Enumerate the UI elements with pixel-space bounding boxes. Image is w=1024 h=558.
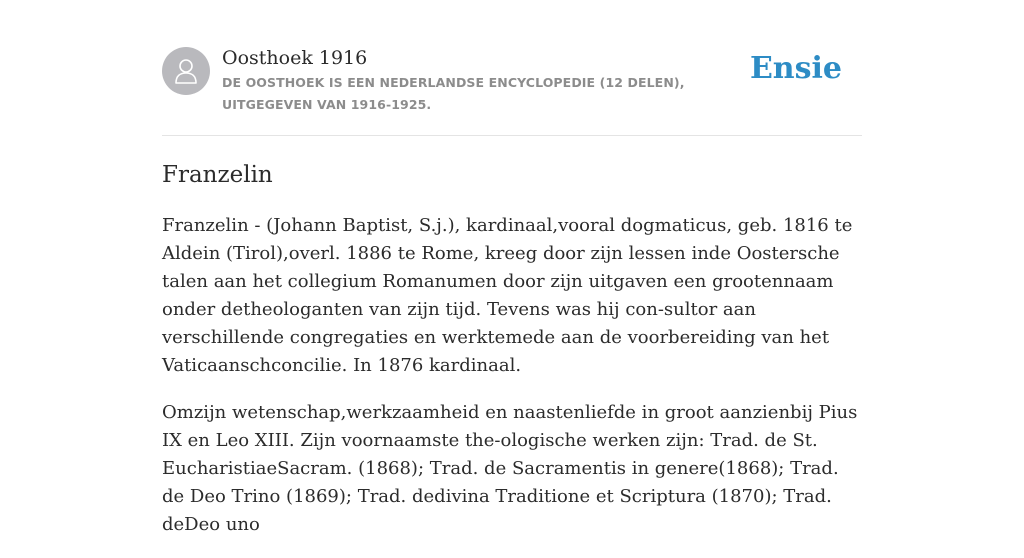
ensie-logo[interactable]: Ensie [749, 51, 842, 86]
divider [162, 135, 862, 136]
source-title[interactable]: Oosthoek 1916 [222, 47, 368, 69]
entry-paragraph: Franzelin - (Johann Baptist, S.j.), kardinaal,vooral dogmaticus, geb. 1816 te Aldein (Tirol),overl. 1886 te Rome, kreeg door zijn lessen inde Oostersche talen aan het collegium Romanumen door zijn uitgaven een grootennaam onder detheologanten van zijn tijd. Tevens was hij con-sultor aan verschillende congregaties en werktemede aan de voorbereiding van het Vaticaanschconcilie. In 1876 kardinaal. [162, 215, 853, 376]
entry-title: Franzelin [162, 162, 273, 188]
entry-body [162, 212, 862, 558]
entry-paragraph: Omzijn wetenschap,werkzaamheid en naastenliefde in groot aanzienbij Pius IX en Leo XIII. Zijn voornaamste the-ologische werken zijn: Trad. de St. EucharistiaeSacram. (1868); Trad. de Sacramentis in genere(1868); Trad. de Deo Trino (1869); Trad. dedivina Traditione et Scriptura (1870); Trad. deDeo uno [162, 402, 858, 535]
avatar[interactable] [162, 47, 210, 95]
source-description: DE OOSTHOEK IS EEN NEDERLANDSE ENCYCLOPEDIE (12 DELEN), UITGEGEVEN VAN 1916-1925. [222, 75, 685, 112]
user-icon [173, 57, 199, 85]
source-header [162, 46, 862, 136]
